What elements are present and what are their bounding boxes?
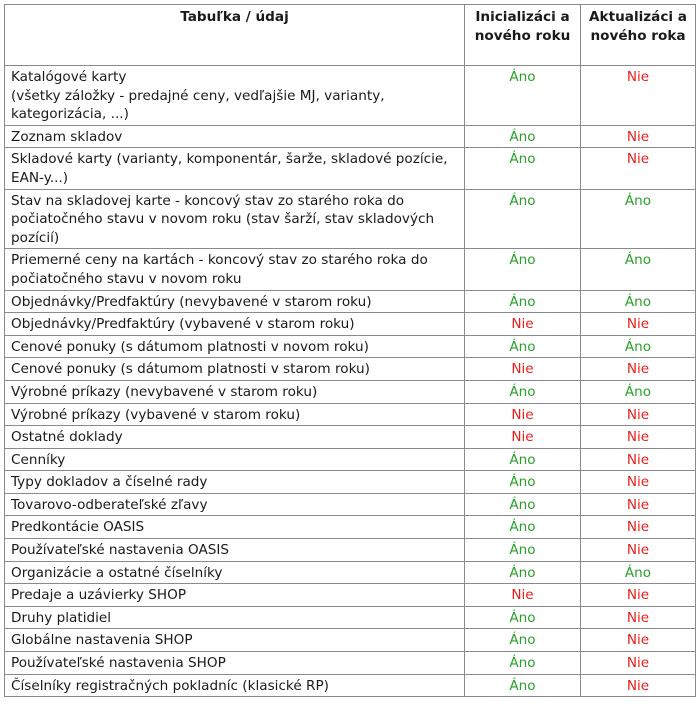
table-row bbox=[5, 471, 696, 494]
row-label: Číselníky registračných pokladníc (klasické RP) bbox=[5, 674, 465, 697]
update-value: Áno bbox=[581, 290, 696, 313]
update-value: Nie bbox=[581, 448, 696, 471]
header-initialization: Inicializáci a nového roku bbox=[465, 5, 581, 66]
table-body bbox=[5, 66, 696, 697]
row-label: Objednávky/Predfaktúry (vybavené v starom roku) bbox=[5, 313, 465, 336]
init-value: Áno bbox=[465, 290, 581, 313]
update-value: Áno bbox=[581, 561, 696, 584]
table-row bbox=[5, 380, 696, 403]
row-label: Skladové karty (varianty, komponentár, šarže, skladové pozície, EAN-y...) bbox=[5, 148, 465, 189]
update-value: Áno bbox=[581, 335, 696, 358]
header-update: Aktualizáci a nového roka bbox=[581, 5, 696, 66]
table-header-row bbox=[5, 5, 696, 66]
init-value: Áno bbox=[465, 189, 581, 249]
update-value: Nie bbox=[581, 584, 696, 607]
init-value: Nie bbox=[465, 403, 581, 426]
init-value: Áno bbox=[465, 380, 581, 403]
row-label: Výrobné príkazy (vybavené v starom roku) bbox=[5, 403, 465, 426]
row-label: Objednávky/Predfaktúry (nevybavené v starom roku) bbox=[5, 290, 465, 313]
table-row bbox=[5, 189, 696, 249]
row-label: Zoznam skladov bbox=[5, 125, 465, 148]
init-value: Áno bbox=[465, 539, 581, 562]
update-value: Nie bbox=[581, 471, 696, 494]
table-row bbox=[5, 561, 696, 584]
table-row bbox=[5, 584, 696, 607]
row-label: Používateľské nastavenia OASIS bbox=[5, 539, 465, 562]
table-row bbox=[5, 148, 696, 189]
update-value: Nie bbox=[581, 516, 696, 539]
update-value: Nie bbox=[581, 493, 696, 516]
update-value: Nie bbox=[581, 125, 696, 148]
table-row bbox=[5, 606, 696, 629]
row-label: Ostatné doklady bbox=[5, 426, 465, 449]
init-value: Áno bbox=[465, 652, 581, 675]
init-value: Áno bbox=[465, 125, 581, 148]
table-row bbox=[5, 629, 696, 652]
row-label: Typy dokladov a číselné rady bbox=[5, 471, 465, 494]
update-value: Nie bbox=[581, 426, 696, 449]
table-row bbox=[5, 539, 696, 562]
table-row bbox=[5, 652, 696, 675]
init-value: Áno bbox=[465, 335, 581, 358]
table-row bbox=[5, 674, 696, 697]
table-row bbox=[5, 125, 696, 148]
row-label: Cenníky bbox=[5, 448, 465, 471]
update-value: Nie bbox=[581, 674, 696, 697]
row-label: Tovarovo-odberateľské zľavy bbox=[5, 493, 465, 516]
row-label: Predkontácie OASIS bbox=[5, 516, 465, 539]
update-value: Áno bbox=[581, 380, 696, 403]
table-row bbox=[5, 403, 696, 426]
row-label: Cenové ponuky (s dátumom platnosti v starom roku) bbox=[5, 358, 465, 381]
init-value: Áno bbox=[465, 606, 581, 629]
update-value: Nie bbox=[581, 539, 696, 562]
init-value: Nie bbox=[465, 313, 581, 336]
row-label: Organizácie a ostatné číselníky bbox=[5, 561, 465, 584]
init-value: Áno bbox=[465, 66, 581, 126]
update-value: Nie bbox=[581, 148, 696, 189]
data-transfer-table bbox=[4, 4, 696, 697]
update-value: Nie bbox=[581, 652, 696, 675]
update-value: Áno bbox=[581, 249, 696, 290]
table-row bbox=[5, 448, 696, 471]
init-value: Áno bbox=[465, 629, 581, 652]
init-value: Áno bbox=[465, 471, 581, 494]
table-row bbox=[5, 516, 696, 539]
row-label: Cenové ponuky (s dátumom platnosti v novom roku) bbox=[5, 335, 465, 358]
init-value: Áno bbox=[465, 493, 581, 516]
table-row bbox=[5, 290, 696, 313]
row-label: Druhy platidiel bbox=[5, 606, 465, 629]
init-value: Áno bbox=[465, 148, 581, 189]
row-label: Stav na skladovej karte - koncový stav zo starého roka do počiatočného stavu v novom roku (stav šarží, stav skladových pozícií) bbox=[5, 189, 465, 249]
table-row bbox=[5, 426, 696, 449]
header-table-data: Tabuľka / údaj bbox=[5, 5, 465, 66]
update-value: Nie bbox=[581, 66, 696, 126]
init-value: Áno bbox=[465, 249, 581, 290]
table-row bbox=[5, 493, 696, 516]
row-label: Priemerné ceny na kartách - koncový stav zo starého roka do počiatočného stavu v novom roku bbox=[5, 249, 465, 290]
init-value: Áno bbox=[465, 674, 581, 697]
update-value: Nie bbox=[581, 313, 696, 336]
table-row bbox=[5, 313, 696, 336]
init-value: Nie bbox=[465, 584, 581, 607]
row-label: Katalógové karty (všetky záložky - predajné ceny, vedľajšie MJ, varianty, kategorizácia, ...) bbox=[5, 66, 465, 126]
update-value: Nie bbox=[581, 629, 696, 652]
init-value: Áno bbox=[465, 516, 581, 539]
init-value: Nie bbox=[465, 426, 581, 449]
document-table-wrapper bbox=[4, 4, 696, 697]
table-row bbox=[5, 335, 696, 358]
update-value: Nie bbox=[581, 403, 696, 426]
table-row bbox=[5, 358, 696, 381]
table-row bbox=[5, 249, 696, 290]
init-value: Nie bbox=[465, 358, 581, 381]
init-value: Áno bbox=[465, 561, 581, 584]
init-value: Áno bbox=[465, 448, 581, 471]
update-value: Áno bbox=[581, 189, 696, 249]
table-row bbox=[5, 66, 696, 126]
update-value: Nie bbox=[581, 606, 696, 629]
row-label: Predaje a uzávierky SHOP bbox=[5, 584, 465, 607]
row-label: Výrobné príkazy (nevybavené v starom roku) bbox=[5, 380, 465, 403]
update-value: Nie bbox=[581, 358, 696, 381]
row-label: Používateľské nastavenia SHOP bbox=[5, 652, 465, 675]
row-label: Globálne nastavenia SHOP bbox=[5, 629, 465, 652]
